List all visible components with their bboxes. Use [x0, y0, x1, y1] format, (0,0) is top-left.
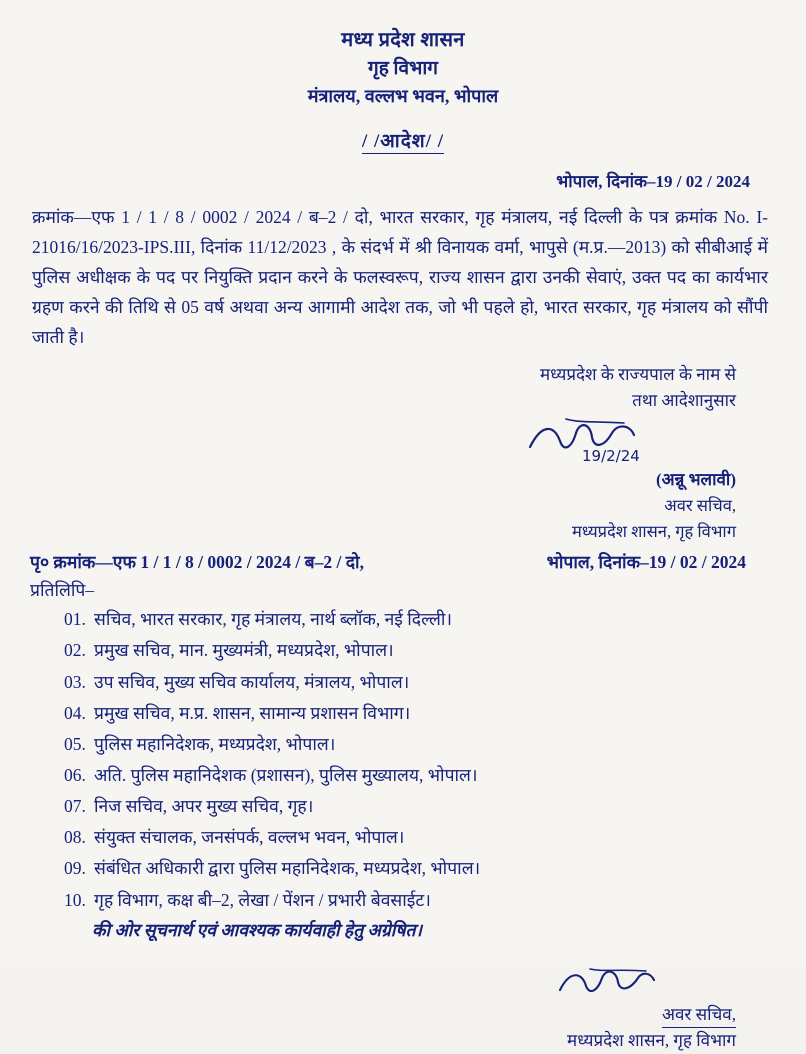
list-item-text: पुलिस महानिदेशक, मध्यप्रदेश, भोपाल।	[94, 733, 336, 754]
list-item	[64, 729, 776, 760]
header-line-address: मंत्रालय, वल्लभ भवन, भोपाल	[307, 85, 499, 106]
list-item-text: संबंधित अधिकारी द्वारा पुलिस महानिदेशक, मध्यप्रदेश, भोपाल।	[94, 858, 481, 879]
pratilipi-label: प्रतिलिपि–	[30, 580, 95, 601]
list-item	[64, 822, 776, 853]
header-line-government: मध्य प्रदेश शासन	[341, 29, 465, 51]
order-title-text: / /आदेश/ /	[361, 130, 445, 152]
signatory-name: (अन्नू भलावी)	[656, 469, 736, 489]
list-item-text: प्रमुख सचिव, मान. मुख्यमंत्री, मध्यप्रदेश, भोपाल।	[94, 640, 394, 661]
header-line-department: गृह विभाग	[368, 58, 438, 79]
list-item	[64, 698, 776, 729]
list-item-number: 09.	[64, 858, 86, 879]
list-item-text: उप सचिव, मुख्य सचिव कार्यालय, मंत्रालय, भोपाल।	[94, 671, 410, 692]
list-item-text: सचिव, भारत सरकार, गृह मंत्रालय, नार्थ ब्लॉक, नई दिल्ली।	[94, 609, 452, 630]
list-item-text: प्रमुख सचिव, म.प्र. शासन, सामान्य प्रशासन विभाग।	[94, 702, 411, 723]
list-item	[64, 604, 776, 635]
list-item-number: 05.	[64, 733, 86, 754]
copy-reference-date: भोपाल, दिनांक–19 / 02 / 2024	[546, 552, 746, 573]
copy-distribution-list	[30, 604, 776, 915]
list-item-number: 10.	[64, 889, 86, 910]
list-item	[64, 853, 776, 884]
signoff-line-2: तथा आदेशानुसार	[632, 391, 736, 411]
handwritten-signature-icon	[552, 966, 662, 1000]
list-item-number: 01.	[64, 609, 86, 630]
signoff-line-1: मध्यप्रदेश के राज्यपाल के नाम से	[539, 365, 736, 385]
footer-post: अवर सचिव,	[662, 1002, 736, 1029]
signatory-department: मध्यप्रदेश शासन, गृह विभाग	[572, 521, 736, 541]
list-item	[64, 760, 776, 791]
signature-area	[30, 415, 736, 467]
list-item-text: निज सचिव, अपर मुख्य सचिव, गृह।	[94, 796, 314, 817]
copy-reference-number: पृ० क्रमांक—एफ 1 / 1 / 8 / 0002 / 2024 / ब–2 / दो,	[30, 552, 364, 573]
list-item-number: 04.	[64, 702, 86, 723]
footer-signature-area	[30, 968, 736, 1002]
document-header	[30, 26, 776, 109]
list-item	[64, 791, 776, 822]
signature-date-text: 19/2/24	[582, 446, 640, 463]
list-item	[64, 667, 776, 698]
list-item-number: 08.	[64, 827, 86, 848]
list-item-number: 07.	[64, 796, 86, 817]
place-date-line: भोपाल, दिनांक–19 / 02 / 2024	[556, 171, 750, 191]
list-item-number: 02.	[64, 640, 86, 661]
list-item	[64, 635, 776, 666]
list-item	[64, 885, 776, 916]
list-item-number: 03.	[64, 671, 86, 692]
list-item-text: संयुक्त संचालक, जनसंपर्क, वल्लभ भवन, भोपाल।	[94, 827, 405, 848]
footer-department: मध्यप्रदेश शासन, गृह विभाग	[567, 1031, 736, 1051]
footer-signature-block	[30, 968, 776, 1054]
list-item-number: 06.	[64, 764, 86, 785]
handwritten-signature-icon	[520, 417, 650, 463]
order-title	[30, 127, 776, 153]
forwarding-note: की ओर सूचनार्थ एवं आवश्यक कार्यवाही हेतु अग्रेषित।	[92, 919, 423, 940]
list-item-text: अति. पुलिस महानिदेशक (प्रशासन), पुलिस मुख्यालय, भोपाल।	[94, 764, 478, 785]
list-item-text: गृह विभाग, कक्ष बी–2, लेखा / पेंशन / प्रभारी बेवसाईट।	[94, 889, 431, 910]
copy-reference-line	[30, 550, 776, 574]
signoff-block	[30, 362, 776, 544]
signatory-post: अवर सचिव,	[664, 496, 736, 516]
order-body-paragraph: क्रमांक—एफ 1 / 1 / 8 / 0002 / 2024 / ब–2 / दो, भारत सरकार, गृह मंत्रालय, नई दिल्ली के पत्र क्रमांक No. I-21016/16/2023-IPS.III, दिनांक 11/12/2023 , के संदर्भ में श्री विनायक वर्मा, भापुसे (म.प्र.—2013) को सीबीआई में पुलिस अधीक्षक के पद पर नियुक्ति प्रदान करने के फलस्वरूप, राज्य शासन द्वारा उनकी सेवाएं, उक्त पद का कार्यभार ग्रहण करने की तिथि से 05 वर्ष अथवा अन्य आगामी आदेश तक, जो भी पहले हो, भारत सरकार, गृह मंत्रालय को सौंपी जाती है।	[32, 206, 768, 348]
